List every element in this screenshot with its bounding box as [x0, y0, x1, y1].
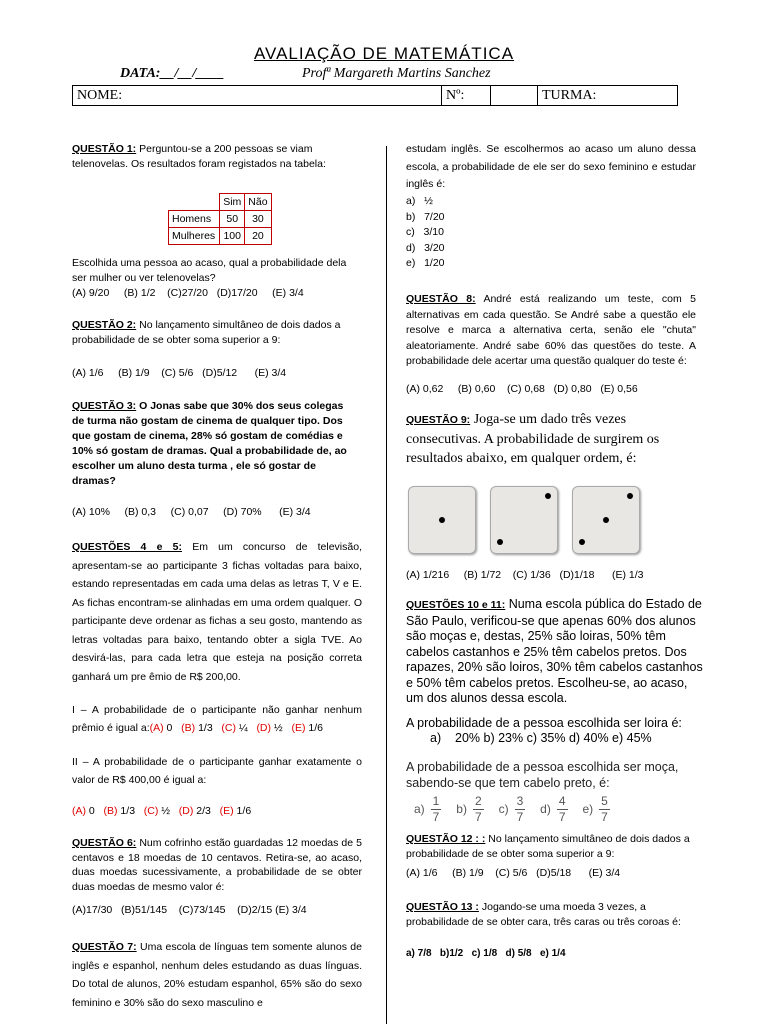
question-3-label: QUESTÃO 3: — [72, 400, 137, 412]
question-5-options — [72, 804, 362, 819]
table-header: Sim — [220, 194, 245, 211]
die-three — [572, 486, 640, 554]
option-b: b) 7/20 — [406, 210, 445, 223]
option-value: ¼ — [236, 722, 257, 734]
table-cell: 50 — [220, 211, 245, 228]
question-10: A probabilidade de a pessoa escolhida ser loira é: — [406, 716, 682, 730]
question-13 — [406, 900, 696, 929]
question-4-text: I – A probabilidade de o participante não ganhar nenhum prêmio é igual a: — [72, 704, 362, 734]
option-letter: (D) — [178, 805, 194, 817]
name-field[interactable] — [73, 86, 442, 106]
option-letter: e) — [582, 802, 594, 816]
option-value: 0 — [163, 722, 182, 734]
table-cell: 20 — [245, 228, 271, 245]
option-letter: b) — [456, 802, 467, 816]
option-letter: d) — [540, 802, 551, 816]
option-letter: (A) — [149, 722, 164, 734]
option-a: a) ½ — [406, 195, 433, 207]
question-4 — [72, 701, 362, 737]
question-8-text: André está realizando um teste, com 5 alternativas em cada questão. Se André sabe a questão ele resolve e marca a alternativa certa, senão ele "chuta" aleatoriamente. André sabe 60% das questões do teste. A probabilidade dele acertar uma questão qualquer do teste é: — [406, 293, 696, 367]
question-4-5 — [72, 538, 362, 686]
option-letter: (B) — [103, 805, 118, 817]
question-12 — [406, 832, 696, 861]
student-info-table — [72, 85, 678, 106]
denominator: 7 — [558, 810, 566, 824]
fraction — [599, 794, 610, 825]
class-field[interactable] — [538, 86, 678, 106]
teacher-name: Profª Margareth Martins Sanchez — [302, 66, 491, 81]
question-9-text: Joga-se um dado três vezes consecutivas. A probabilidade de surgirem os resultados abaixo, em qualquer ordem, é: — [406, 412, 660, 466]
option-value: 1/6 — [305, 722, 323, 734]
question-12-text: No lançamento simultâneo de dois dados a probabilidade de se obter soma superior a 9: — [406, 833, 690, 860]
question-1 — [72, 142, 357, 172]
question-3-options: (A) 10% (B) 0,3 (C) 0,07 (D) 70% (E) 3/4 — [72, 506, 311, 518]
question-6-text: Num cofrinho estão guardadas 12 moedas de 5 centavos e 18 moedas de 10 centavos. Retira-se, ao acaso, duas moedas sucessivamente, a probabilidade de se obter duas moedas de mesmo valor é: — [72, 837, 362, 893]
die-pip — [545, 493, 551, 499]
numerator: 3 — [516, 794, 524, 808]
table-cell: 100 — [220, 228, 245, 245]
option-value: 1/3 — [195, 722, 222, 734]
question-9 — [406, 410, 696, 468]
question-4-5-text: Em um concurso de televisão, apresentam-se ao participante 3 fichas voltadas para baixo, estando representadas em cada uma delas as letras T, V e E. As fichas encontram-se alinhadas em uma ordem qualquer. O participante deve ordenar as fichas a seu gosto, mantendo as letras voltadas para baixo, tentando obter a sigla TVE. Ao desvirá-las, para cada letra que esteja na posição correta ganhará um pre êmio de R$ 200,00. — [72, 541, 362, 683]
numerator: 2 — [474, 794, 482, 808]
question-7-options — [406, 194, 606, 272]
number-label: Nº: — [446, 87, 465, 103]
option-letter: (C) — [143, 805, 159, 817]
denominator: 7 — [474, 810, 482, 824]
option-d: d) 3/20 — [406, 241, 445, 254]
question-7 — [72, 938, 362, 1012]
question-1-prompt: Escolhida uma pessoa ao acaso, qual a probabilidade dela ser mulher ou ver telenovelas? — [72, 257, 347, 284]
question-13-options: a) 7/8 b)1/2 c) 1/8 d) 5/8 e) 1/4 — [406, 948, 566, 959]
question-2-label: QUESTÃO 2: — [72, 319, 137, 331]
numerator: 1 — [432, 794, 440, 808]
question-3 — [72, 399, 354, 489]
question-7-continued: estudam inglês. Se escolhermos ao acaso um aluno dessa escola, a probabilidade de ele ser do sexo feminino e estudar inglês é: — [406, 143, 696, 190]
question-6-label: QUESTÃO 6: — [72, 837, 137, 849]
question-1-text: Perguntou-se a 200 pessoas se viam telenovelas. Os resultados foram registados na tabela: — [72, 143, 326, 170]
table-header: Não — [245, 194, 271, 211]
tv-table — [168, 193, 272, 245]
question-8 — [406, 292, 696, 370]
question-13-label: QUESTÃO 13 : — [406, 901, 479, 913]
question-10-11-label: QUESTÕES 10 e 11: — [406, 599, 506, 611]
numerator: 5 — [601, 794, 608, 808]
option-letter: (D) — [256, 722, 272, 734]
option-letter: (E) — [219, 805, 234, 817]
table-row-label: Mulheres — [169, 228, 220, 245]
table-row-label: Homens — [169, 211, 220, 228]
option-value: 1/6 — [233, 805, 252, 817]
option-letter: (E) — [291, 722, 306, 734]
die-two — [490, 486, 558, 554]
class-label: TURMA: — [542, 87, 597, 103]
question-8-label: QUESTÃO 8: — [406, 293, 476, 305]
die-pip — [603, 517, 609, 523]
die-pip — [579, 539, 585, 545]
question-9-options: (A) 1/216 (B) 1/72 (C) 1/36 (D)1/18 (E) 1/3 — [406, 569, 644, 581]
option-letter: (C) — [221, 722, 236, 734]
question-7-text: Uma escola de línguas tem somente alunos de inglês e espanhol, nenhum deles estudando as duas línguas. Do total de alunos, 20% estudam espanhol, 65% são do sexo feminino e 30% são do sexo masculino e — [72, 941, 362, 1009]
table-cell: 30 — [245, 211, 271, 228]
question-2-text: No lançamento simultâneo de dois dados a probabilidade de se obter soma superior a 9: — [72, 319, 341, 346]
question-6 — [72, 836, 362, 894]
option-value: 0 — [86, 805, 104, 817]
question-10-options: a) 20% b) 23% c) 35% d) 40% e) 45% — [430, 731, 652, 745]
question-4-5-label: QUESTÕES 4 e 5: — [72, 541, 182, 553]
fraction — [431, 794, 442, 825]
question-12-options: (A) 1/6 (B) 1/9 (C) 5/6 (D)5/18 (E) 3/4 — [406, 867, 621, 879]
question-3-text: O Jonas sabe que 30% dos seus colegas de turma não gostam de cinema de qualquer tipo. Dos que gostam de cinema, 28% só gostam de comédias e 10% só gostam de dramas. Qual a probabilidade de, ao escolher um aluno desta turma , ele só gostar de dramas? — [72, 400, 347, 487]
question-1-label: QUESTÃO 1: — [72, 143, 137, 155]
question-8-options: (A) 0,62 (B) 0,60 (C) 0,68 (D) 0,80 (E) 0,56 — [406, 383, 638, 395]
denominator: 7 — [432, 810, 440, 824]
denominator: 7 — [516, 810, 524, 824]
fraction — [557, 794, 568, 825]
option-e: e) 1/20 — [406, 257, 445, 269]
question-7-label: QUESTÃO 7: — [72, 941, 137, 953]
option-value: ½ — [271, 722, 292, 734]
question-11-options — [414, 794, 714, 825]
column-divider — [386, 146, 387, 1024]
question-11: A probabilidade de a pessoa escolhida ser moça, sabendo-se que tem cabelo preto, é: — [406, 760, 679, 790]
date-field: DATA:__/__/____ — [120, 66, 225, 81]
option-letter: (A) — [72, 805, 86, 817]
question-10-11-text: Numa escola pública do Estado de São Paulo, verificou-se que apenas 60% dos alunos são moças e, destas, 25% são loiras, 50% têm cabelos castanhos e 25% têm cabelos pretos. Dos rapazes, 20% são loiros, 30% têm cabelos castanhos e 50% têm cabelos pretos. Escolheu-se, ao acaso, um dos alunos dessa escola. — [406, 597, 703, 705]
question-2-options: (A) 1/6 (B) 1/9 (C) 5/6 (D)5/12 (E) 3/4 — [72, 367, 287, 379]
question-9-label: QUESTÃO 9: — [406, 414, 471, 426]
question-1-options: (A) 9/20 (B) 1/2 (C)27/20 (D)17/20 (E) 3/4 — [72, 287, 304, 299]
fraction — [515, 794, 526, 825]
question-10-11 — [406, 597, 706, 707]
question-5: II – A probabilidade de o participante ganhar exatamente o valor de R$ 400,00 é igual a: — [72, 756, 362, 786]
die-one — [408, 486, 476, 554]
die-pip — [497, 539, 503, 545]
option-letter: c) — [498, 802, 509, 816]
fraction — [473, 794, 484, 825]
numerator: 4 — [558, 794, 566, 808]
question-13-text: Jogando-se uma moeda 3 vezes, a probabilidade de se obter cara, três caras ou três coroas é: — [406, 901, 681, 928]
question-6-options: (A)17/30 (B)51/145 (C)73/145 (D)2/15 (E) 3/4 — [72, 904, 307, 916]
option-value: 1/3 — [117, 805, 144, 817]
number-value[interactable] — [491, 86, 538, 106]
option-value: ½ — [158, 805, 179, 817]
number-field[interactable] — [442, 86, 491, 106]
die-pip — [439, 517, 445, 523]
option-value: 2/3 — [193, 805, 220, 817]
page-title: AVALIAÇÃO DE MATEMÁTICA — [253, 44, 515, 63]
option-letter: a) — [414, 802, 425, 816]
option-letter: (B) — [181, 722, 196, 734]
table-corner — [169, 194, 220, 211]
question-2 — [72, 318, 362, 348]
question-12-label: QUESTÃO 12 : : — [406, 833, 486, 845]
denominator: 7 — [601, 810, 608, 824]
name-label: NOME: — [77, 87, 123, 103]
option-c: c) 3/10 — [406, 226, 444, 238]
die-pip — [627, 493, 633, 499]
